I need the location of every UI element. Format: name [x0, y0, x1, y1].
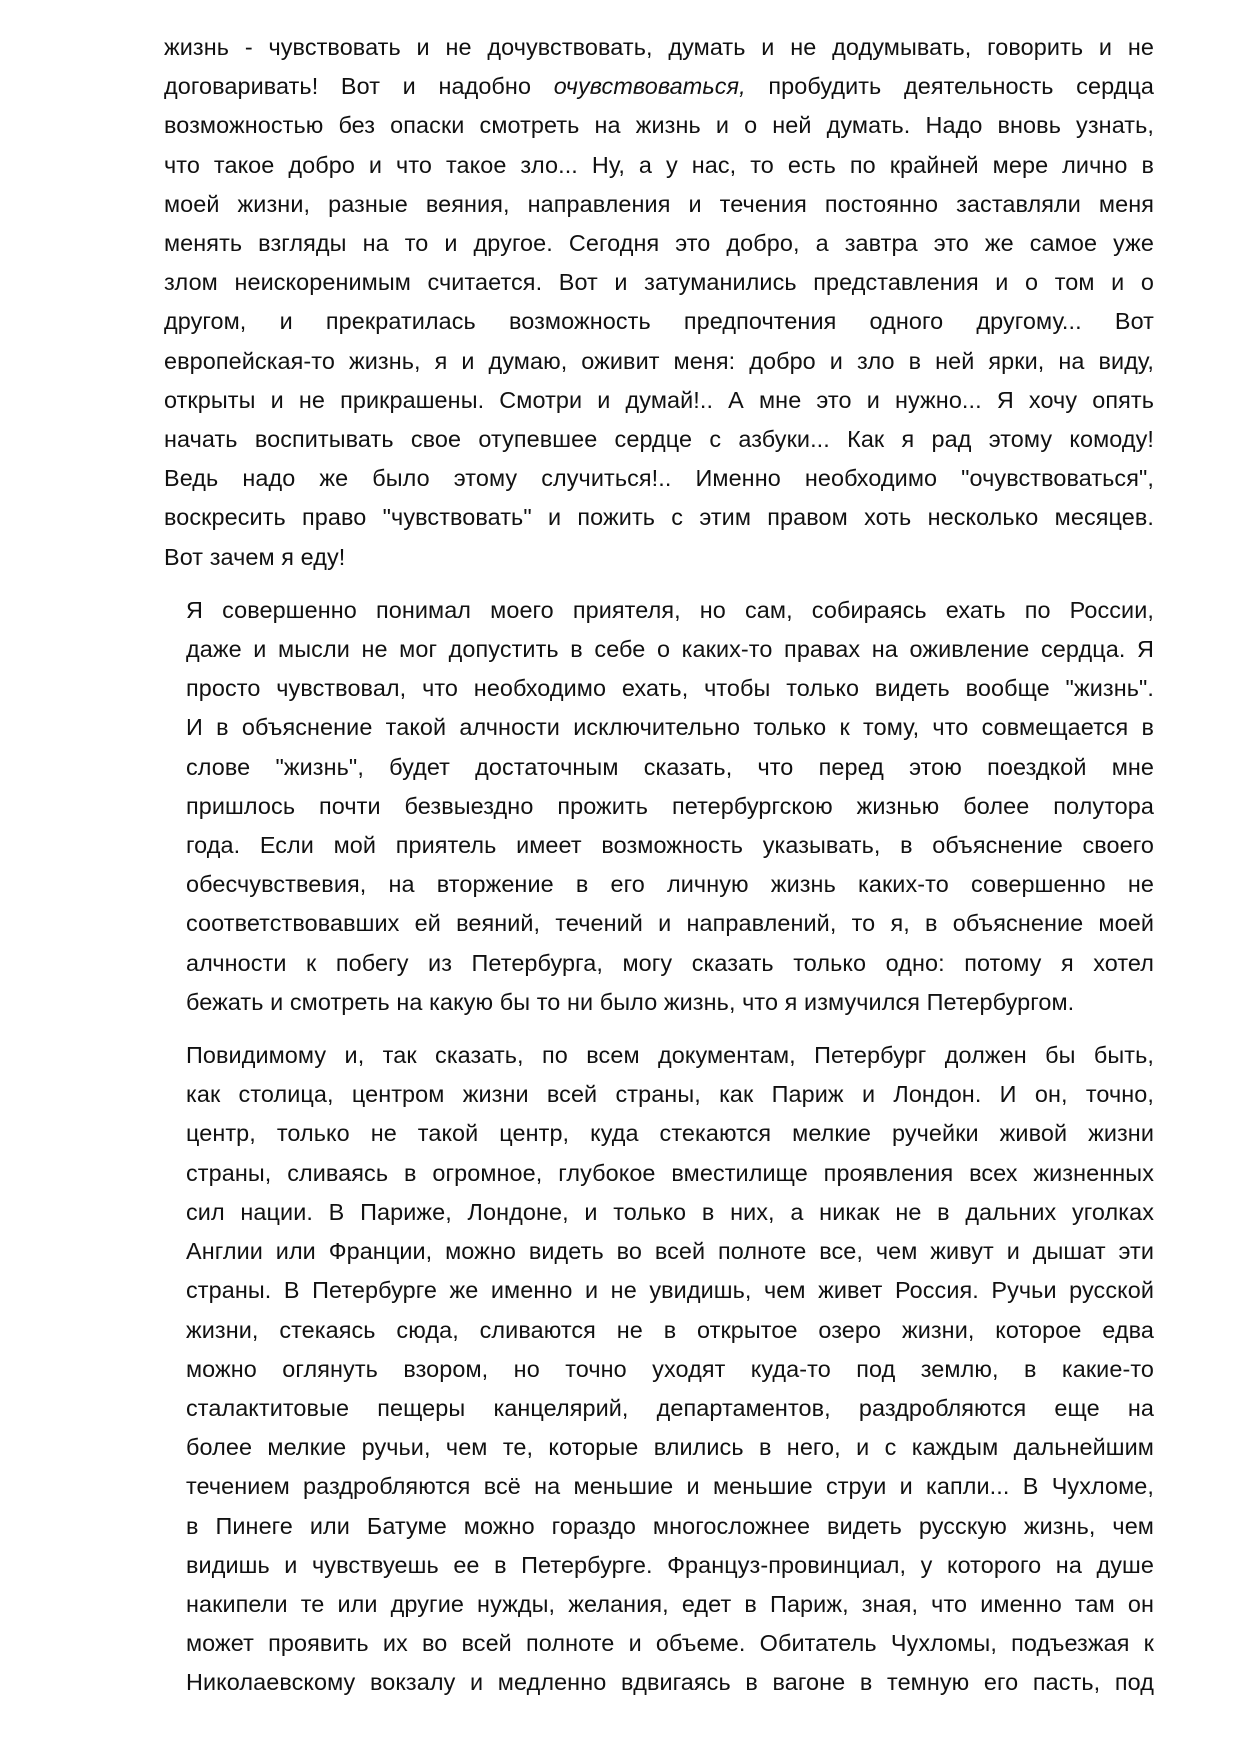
text-line: европейская-то жизнь, я и думаю, оживит меня: добро и зло в ней ярки, на виду,: [164, 347, 1154, 374]
text-line: может проявить их во всей полноте и объеме. Обитатель Чухломы, подъезжая к: [186, 1630, 1154, 1657]
text-line: соответствовавших ей веяний, течений и направлений, то я, в объяснение моей: [186, 910, 1154, 937]
text-line: Николаевскому вокзалу и медленно вдвигаясь в вагоне в темную его пасть, под: [186, 1669, 1154, 1696]
italic-text: очувствоваться,: [553, 73, 746, 100]
text-line: Ведь надо же было этому случиться!.. Именно необходимо "очувствоваться",: [164, 465, 1154, 492]
text-line: алчности к побегу из Петербурга, могу сказать только одно: потому я хотел: [186, 949, 1154, 976]
text-line: жизни, стекаясь сюда, сливаются не в открытое озеро жизни, которое едва: [186, 1316, 1154, 1343]
text-line: жизнь - чувствовать и не дочувствовать, думать и не додумывать, говорить и не: [164, 34, 1154, 60]
text-line: как столица, центром жизни всей страны, как Париж и Лондон. И он, точно,: [186, 1081, 1154, 1108]
text-line: Вот зачем я еду!: [164, 543, 346, 570]
text-line: воскресить право "чувствовать" и пожить с этим правом хоть несколько месяцев.: [164, 504, 1154, 531]
text-line: просто чувствовал, что необходимо ехать, чтобы только видеть вообще "жизнь".: [186, 675, 1154, 702]
text-line: страны. В Петербурге же именно и не увидишь, чем живет Россия. Ручьи русской: [186, 1277, 1154, 1304]
text-line: менять взгляды на то и другое. Сегодня это добро, а завтра это же самое уже: [164, 230, 1154, 257]
text-line: слове "жизнь", будет достаточным сказать, что перед этою поездкой мне: [186, 753, 1154, 780]
text-line: другом, и прекратилась возможность предпочтения одного другому... Вот: [164, 308, 1154, 335]
text-segment: договаривать! Вот и надобно: [164, 73, 554, 100]
text-line: бежать и смотреть на какую бы то ни было жизнь, что я измучился Петербургом.: [186, 988, 1075, 1015]
text-line: страны, сливаясь в огромное, глубокое вместилище проявления всех жизненных: [186, 1159, 1154, 1186]
text-line: видишь и чувствуешь ее в Петербурге. Француз-провинциал, у которого на душе: [186, 1551, 1154, 1578]
text-line: обесчувствевия, на вторжение в его личную жизнь каких-то совершенно не: [186, 871, 1154, 898]
text-line: злом неискоренимым считается. Вот и затуманились представления и о том и о: [164, 269, 1154, 296]
text-line: можно оглянуть взором, но точно уходят куда-то под землю, в какие-то: [186, 1355, 1154, 1382]
paragraph-2: [164, 591, 1154, 1022]
text-line: сил нации. В Париже, Лондоне, и только в них, а никак не в дальних уголках: [186, 1198, 1154, 1225]
text-line: что такое добро и что такое зло... Ну, а у нас, то есть по крайней мере лично в: [164, 151, 1154, 178]
text-line: Англии или Франции, можно видеть во всей полноте все, чем живут и дышат эти: [186, 1238, 1154, 1265]
text-line: пришлось почти безвыездно прожить петербургскою жизнью более полутора: [186, 792, 1154, 819]
paragraph-1: [164, 28, 1154, 577]
text-line: в Пинеге или Батуме можно гораздо многосложнее видеть русскую жизнь, чем: [186, 1512, 1154, 1539]
text-line: И в объяснение такой алчности исключительно только к тому, что совмещается в: [186, 714, 1154, 741]
text-line: сталактитовые пещеры канцелярий, департаментов, раздробляются еще на: [186, 1394, 1154, 1421]
text-line: Я совершенно понимал моего приятеля, но сам, собираясь ехать по России,: [186, 596, 1154, 623]
text-line: [164, 67, 1154, 106]
text-line: центр, только не такой центр, куда стекаются мелкие ручейки живой жизни: [186, 1120, 1154, 1147]
text-line: возможностью без опаски смотреть на жизнь и о ней думать. Надо вновь узнать,: [164, 112, 1154, 139]
document-page: [164, 28, 1154, 1703]
text-line: даже и мысли не мог допустить в себе о каких-то правах на оживление сердца. Я: [186, 636, 1154, 663]
text-line: начать воспитывать свое отупевшее сердце с азбуки... Как я рад этому комоду!: [164, 426, 1154, 453]
text-line: Повидимому и, так сказать, по всем документам, Петербург должен бы быть,: [186, 1042, 1154, 1069]
text-segment: пробудить деятельность сердца: [745, 73, 1154, 100]
text-line: открыты и не прикрашены. Смотри и думай!.. А мне это и нужно... Я хочу опять: [164, 386, 1154, 413]
text-line: моей жизни, разные веяния, направления и течения постоянно заставляли меня: [164, 190, 1154, 217]
text-line: года. Если мой приятель имеет возможность указывать, в объяснение своего: [186, 832, 1154, 859]
paragraph-3: [164, 1036, 1154, 1702]
text-line: течением раздробляются всё на меньшие и меньшие струи и капли... В Чухломе,: [186, 1473, 1154, 1500]
text-line: более мелкие ручьи, чем те, которые влились в него, и с каждым дальнейшим: [186, 1434, 1154, 1461]
text-line: накипели те или другие нужды, желания, едет в Париж, зная, что именно там он: [186, 1590, 1154, 1617]
